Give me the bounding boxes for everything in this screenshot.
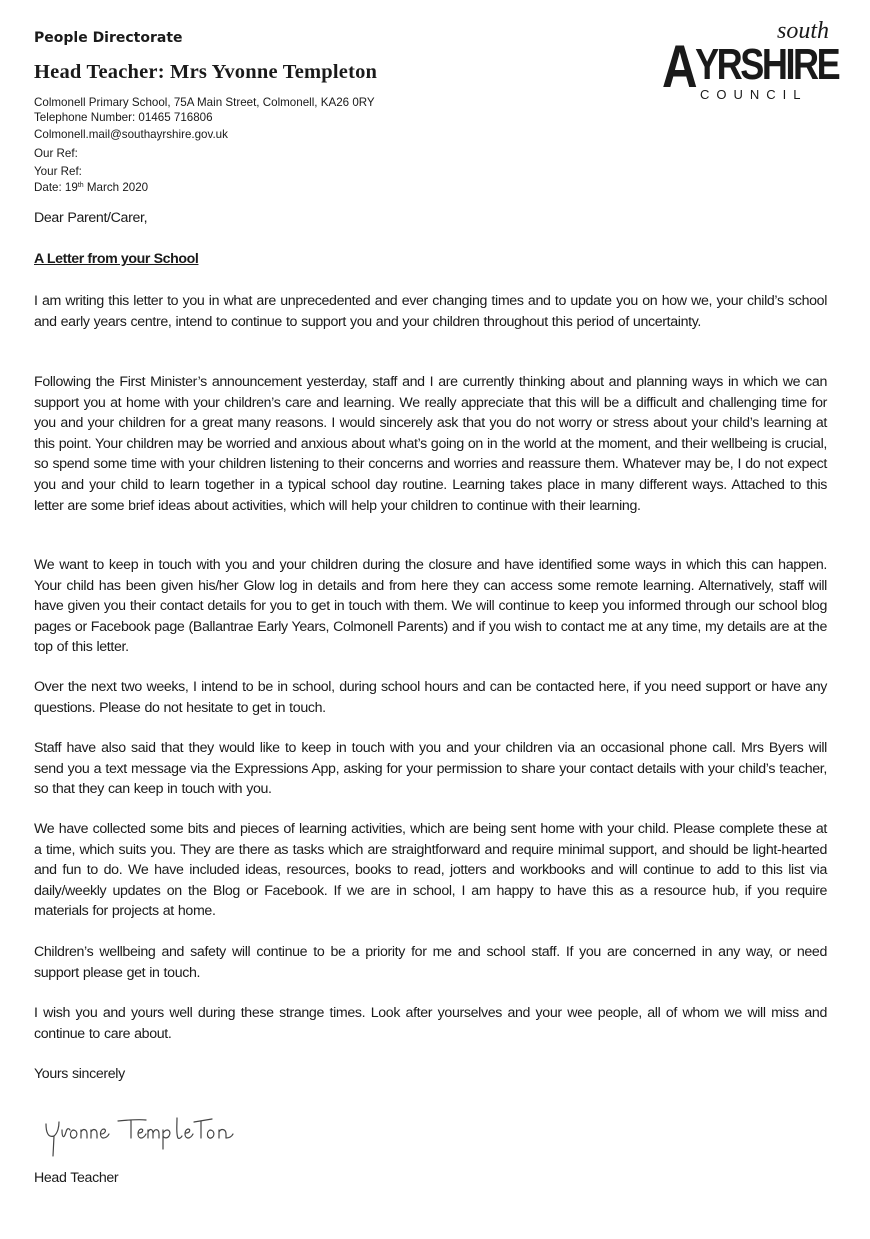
south-ayrshire-council-logo <box>660 18 839 108</box>
head-teacher-title: Head Teacher: Mrs Yvonne Templeton <box>34 61 378 83</box>
paragraph-8: I wish you and yours well during these strange times. Look after yourselves and your wee people, all of whom we will miss and continue to care about. <box>34 1005 827 1042</box>
logo-council-text: COUNCIL <box>700 87 808 102</box>
your-ref: Your Ref: <box>34 165 82 178</box>
date-prefix: Date: 19 <box>34 181 78 194</box>
letter-subject: A Letter from your School <box>34 251 199 267</box>
closing: Yours sincerely <box>34 1066 125 1082</box>
date-ordinal: th <box>77 182 84 189</box>
paragraph-6: We have collected some bits and pieces of learning activities, which are being sent home with your child. Please complete these at a time, which suits you. They are there as tasks which are straightforward and require minimal support, and should be light-hearted and fun to do. We have included ideas, resources, books to read, jotters and workbooks and will continue to add to this list via daily/weekly updates on the Blog or Facebook. If we are in school, I am happy to have this as a resource hub, if you require materials for projects at home. <box>34 821 827 920</box>
telephone-number: Telephone Number: 01465 716806 <box>34 111 213 124</box>
date-suffix: March 2020 <box>83 181 149 194</box>
paragraph-2: Following the First Minister’s announcement yesterday, staff and I are currently thinking about and planning ways in which we can support you at home with your children’s care and learning. We really appreciate that this will be a difficult and challenging time for you and your children for a great many reasons. I would sincerely ask that you do not worry or stress about your child’s learning at this point. Your children may be worried and anxious about what’s going on in the world at the moment, and their wellbeing is crucial, so spend some time with your children listening to their concerns and worries and reassure them. Whatever may be, I do not expect you and your child to learn together in a typical school day routine. Learning takes place in many different ways. Attached to this letter are some brief ideas about activities, which will help your children to continue with their learning. <box>34 374 827 514</box>
letter-date <box>34 181 148 195</box>
email-address: Colmonell.mail@southayrshire.gov.uk <box>34 128 228 141</box>
logo-south-text: south <box>777 18 830 44</box>
logo-ayrshire-initial: A <box>662 33 696 100</box>
paragraph-3: We want to keep in touch with you and your children during the closure and have identified some ways in which this can happen. Your child has been given his/her Glow log in details and from here they can access some remote learning. Alternatively, staff will have given you their contact details for you to get in touch with them. We will continue to keep you informed through our school blog pages or Facebook page (Ballantrae Early Years, Colmonell Parents) and if you wish to contact me at any time, my details are at the top of this letter. <box>34 557 827 656</box>
school-address: Colmonell Primary School, 75A Main Street, Colmonell, KA26 0RY <box>34 96 375 109</box>
logo-ayrshire-rest: YRSHIRE <box>695 40 839 89</box>
paragraph-4: Over the next two weeks, I intend to be in school, during school hours and can be contacted here, if you need support or have any questions. Please do not hesitate to get in touch. <box>34 679 827 716</box>
paragraph-1: I am writing this letter to you in what are unprecedented and ever changing times and to update you on how we, your child’s school and early years centre, intend to continue to support you and your children throughout this period of uncertainty. <box>34 293 827 330</box>
signature-image <box>40 1112 250 1157</box>
paragraph-7: Children’s wellbeing and safety will continue to be a priority for me and school staff. If you are concerned in any way, or need support please get in touch. <box>34 944 827 981</box>
salutation: Dear Parent/Carer, <box>34 210 148 226</box>
our-ref: Our Ref: <box>34 147 78 160</box>
directorate-label: People Directorate <box>34 30 183 46</box>
paragraph-5: Staff have also said that they would like to keep in touch with you and your children via an occasional phone call. Mrs Byers will send you a text message via the Expressions App, asking for your permission to share your contact details with your child’s teacher, so that they can keep in touch with you. <box>34 740 827 798</box>
signatory-title: Head Teacher <box>34 1170 119 1186</box>
